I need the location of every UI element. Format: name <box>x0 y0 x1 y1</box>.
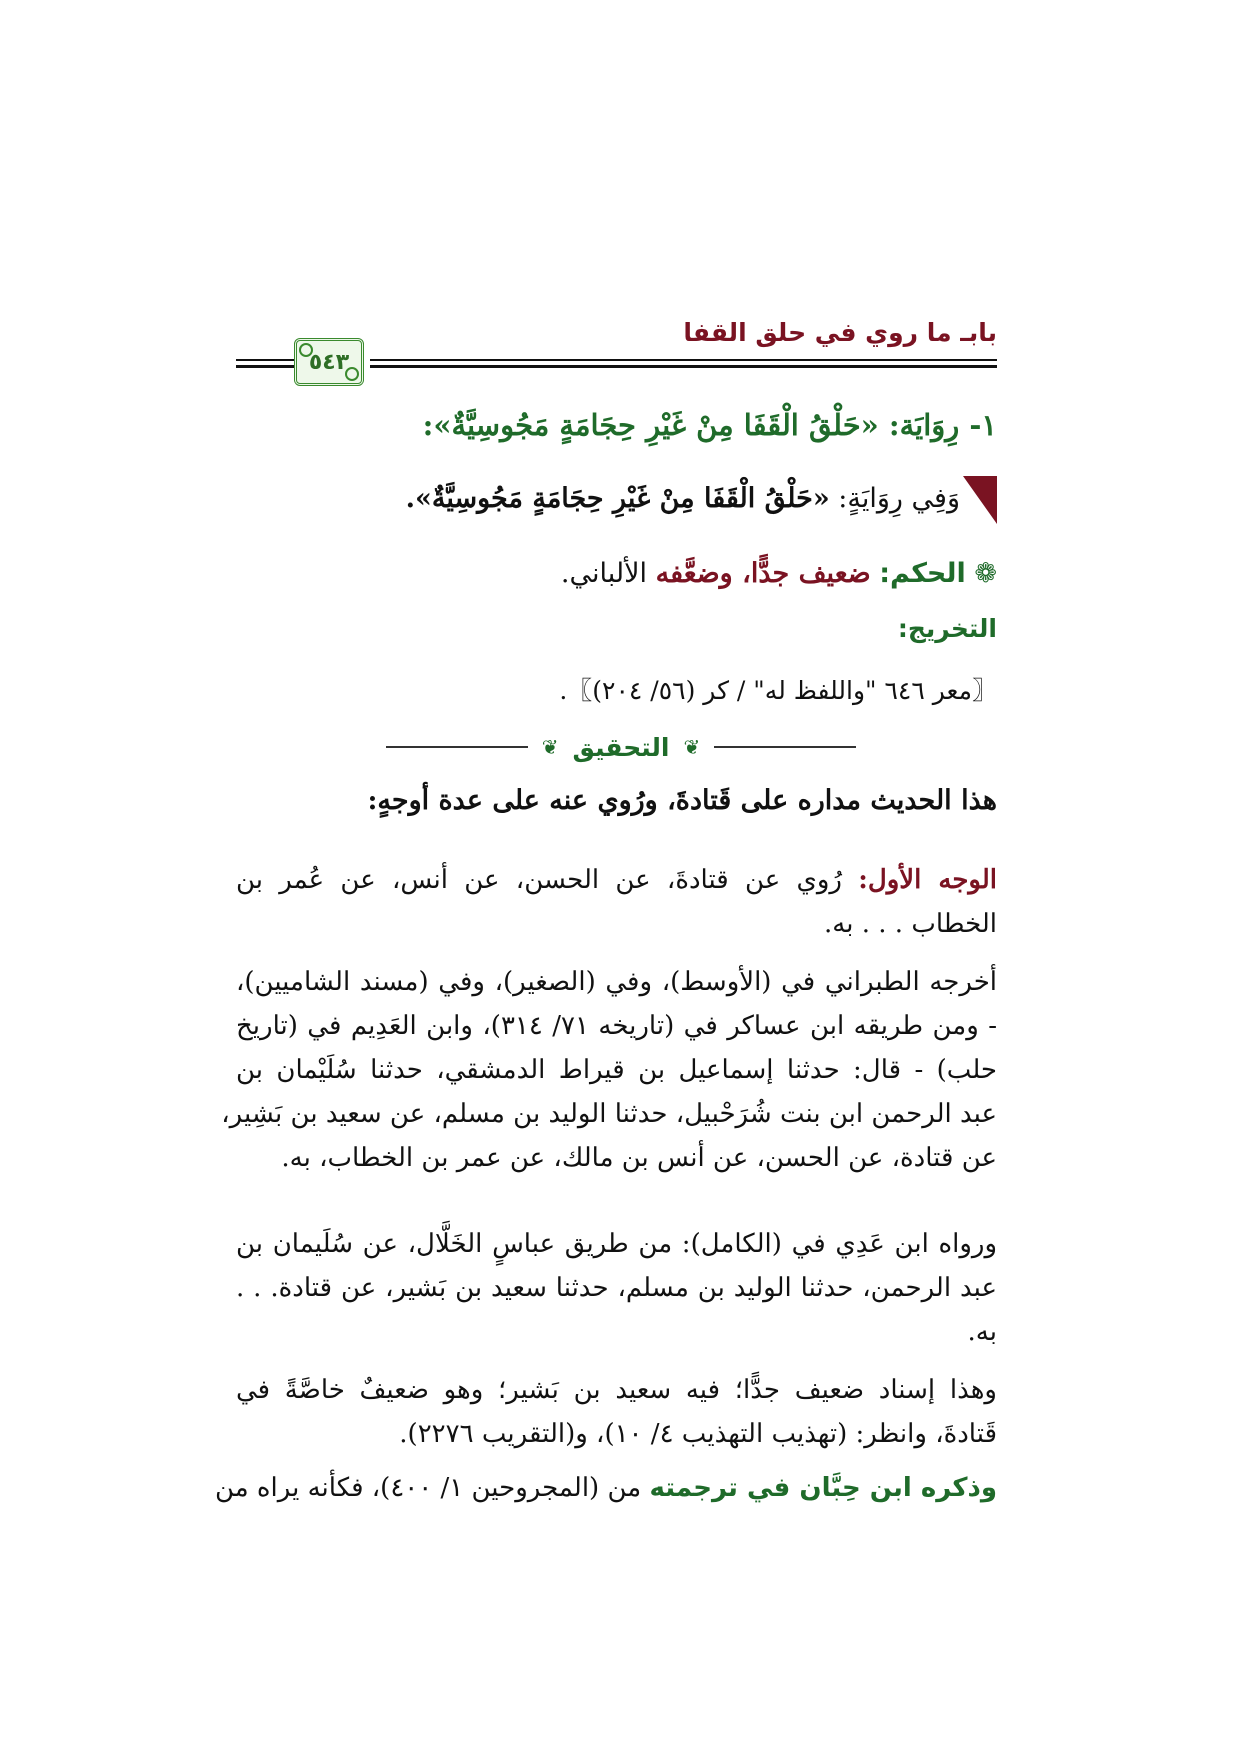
tahqiq-title: التحقيق <box>572 732 670 762</box>
hukm-line <box>561 558 997 589</box>
paragraph-line: عبد الرحمن، حدثنا الوليد بن مسلم، حدثنا سعيد بن بَشير، عن قتادة. . . <box>236 1273 997 1303</box>
paragraph-line: أخرجه الطبراني في (الأوسط)، وفي (الصغير)، وفي (مسند الشاميين)، <box>236 967 997 997</box>
page-number-badge <box>294 338 364 386</box>
header-rule <box>236 365 294 368</box>
paragraph-line: حلب) - قال: حدثنا إسماعيل بن قيراط الدمشقي، حدثنا سُلَيْمان بن <box>236 1055 997 1085</box>
paragraph-line: ورواه ابن عَدِي في (الكامل): من طريق عباسٍ الخَلَّال، عن سُلَيمان بن <box>236 1229 997 1259</box>
paragraph-line: عن قتادة، عن الحسن، عن أنس بن مالك، عن عمر بن الخطاب، به. <box>281 1143 997 1173</box>
paragraph-line: وهذا إسناد ضعيف جدًّا؛ فيه سعيد بن بَشير؛ وهو ضعيفٌ خاصَّةً في <box>236 1375 997 1405</box>
riwaya-text: «حَلْقُ الْقَفَا مِنْ غَيْرِ حِجَامَةٍ مَجُوسِيَّةٌ». <box>405 483 830 514</box>
intro-text: هذا الحديث مداره على قَتادةَ، ورُوي عنه على عدة أوجهٍ: <box>367 785 997 816</box>
paragraph-line <box>214 1466 997 1510</box>
wajh-label: الوجه الأول: <box>858 865 997 895</box>
paragraph-takhrij <box>221 960 997 1180</box>
riwaya-line <box>406 483 960 514</box>
ornament-icon: ❦ <box>541 735 559 759</box>
tahqiq-divider <box>386 732 856 762</box>
ibn-hibban-highlight: وذكره ابن حِبَّان في ترجمته <box>649 1473 997 1503</box>
paragraph-line: - ومن طريقه ابن عساكر في (تاريخه ٧١/ ٣١٤)، وابن العَدِيم في (تاريخ <box>236 1011 997 1041</box>
line-text: رُوي عن قتادةَ، عن الحسن، عن أنس، عن عُمر بن <box>236 865 842 895</box>
hukm-rest: الألباني. <box>560 558 647 589</box>
paragraph-ibn-hibban <box>214 1466 997 1510</box>
header-rule <box>236 359 294 361</box>
takhrij-reference: 〖معر ٦٤٦ "واللفظ له" / كر (٥٦/ ٢٠٤)〗. <box>559 676 997 705</box>
flower-icon: ❁ <box>974 558 997 589</box>
paragraph-line: به. <box>967 1317 997 1347</box>
header-rule <box>370 365 997 368</box>
paragraph-isnad <box>236 1368 997 1456</box>
riwaya-prefix: وَفِي رِوَايَةٍ: <box>838 483 960 514</box>
paragraph-line: الخطاب . . . به. <box>824 909 997 939</box>
corner-ornament-icon <box>963 476 997 524</box>
paragraph-ibn-adi <box>236 1222 997 1354</box>
header-rule <box>370 359 997 361</box>
hukm-label: الحكم: <box>879 558 966 589</box>
divider-line <box>714 746 856 748</box>
paragraph-line: قَتادةَ، وانظر: (تهذيب التهذيب ٤/ ١٠)، و(التقريب ٢٢٧٦). <box>399 1419 997 1449</box>
hukm-verdict: ضعيف جدًّا، وضعَّفه <box>655 558 871 589</box>
chapter-title: بابـ ما روي في حلق القفا <box>683 318 997 347</box>
section-heading: ١- رِوَايَة: «حَلْقُ الْقَفَا مِنْ غَيْرِ حِجَامَةٍ مَجُوسِيَّةٌ»: <box>422 408 997 442</box>
paragraph-line: عبد الرحمن ابن بنت شُرَحْبيل، حدثنا الوليد بن مسلم، عن سعيد بن بَشِير، <box>221 1099 997 1129</box>
paragraph-wajh-awwal <box>236 858 997 946</box>
paragraph-line <box>236 858 997 902</box>
ornament-icon: ❦ <box>683 735 701 759</box>
line-text: من (المجروحين ١/ ٤٠٠)، فكأنه يراه من <box>214 1473 642 1503</box>
takhrij-label: التخريج: <box>897 614 997 643</box>
page-number: ٥٤٣ <box>308 349 350 375</box>
divider-line <box>386 746 528 748</box>
